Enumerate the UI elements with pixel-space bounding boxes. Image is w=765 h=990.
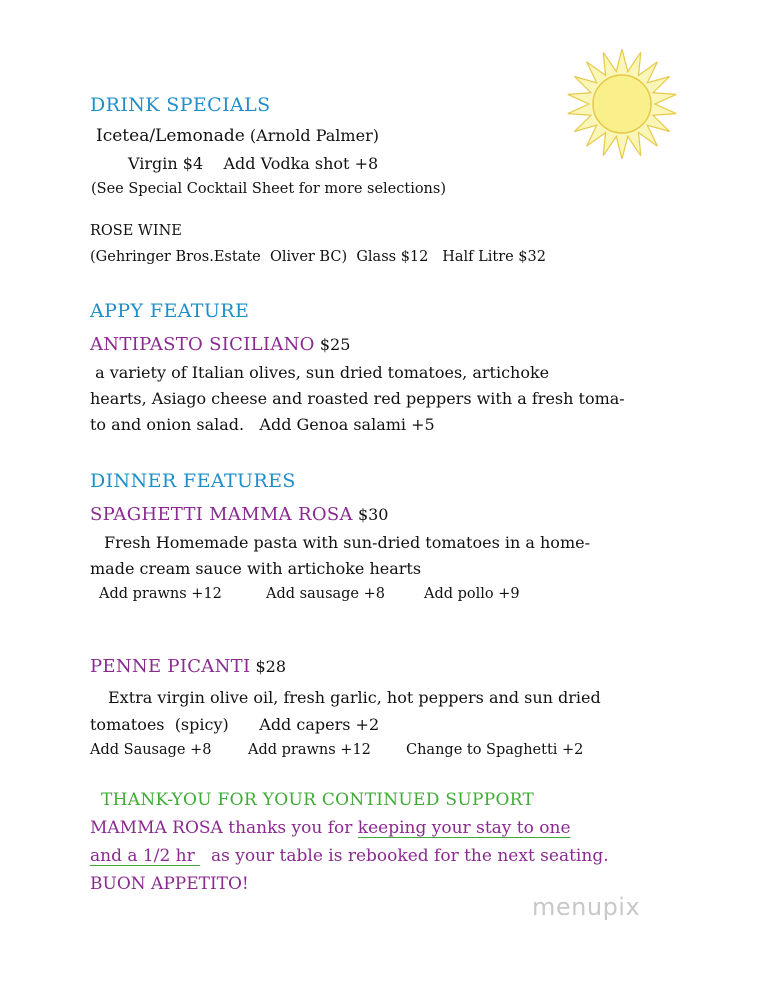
penne-name: PENNE PICANTI (90, 656, 251, 677)
antipasto-desc-line3: to and onion salad. Add Genoa salami +5 (90, 415, 435, 434)
spaghetti-addon-2: Add sausage +8 (266, 586, 386, 602)
icetea-note: (Arnold Palmer) (249, 126, 379, 145)
icetea-line (96, 126, 379, 146)
sun-icon (566, 48, 678, 160)
buon-appetito: BUON APPETITO! (90, 874, 249, 894)
spaghetti-addon-3: Add pollo +9 (424, 586, 520, 602)
closing-line-2 (90, 846, 609, 866)
penne-desc-line2: tomatoes (spicy) Add capers +2 (90, 715, 380, 734)
spaghetti-desc-line2: made cream sauce with artichoke hearts (90, 559, 422, 578)
spaghetti-price: $30 (357, 505, 389, 524)
antipasto-price: $25 (319, 335, 351, 354)
rose-wine-heading: ROSE WINE (90, 223, 182, 239)
thank-you-heading: THANK-YOU FOR YOUR CONTINUED SUPPORT (101, 790, 535, 810)
spaghetti-addon-1: Add prawns +12 (99, 586, 222, 602)
drink-specials-heading: DRINK SPECIALS (90, 94, 271, 116)
menupix-watermark: menupix (532, 893, 641, 921)
spaghetti-title (90, 504, 388, 525)
dinner-features-heading: DINNER FEATURES (90, 470, 296, 492)
antipasto-title (90, 334, 350, 355)
penne-price: $28 (255, 657, 287, 676)
closing-line-1 (90, 818, 571, 838)
closing-line-2b: as your table is rebooked for the next seating. (200, 846, 609, 866)
penne-title (90, 656, 286, 677)
closing-line-1a: MAMMA ROSA thanks you for (90, 818, 358, 838)
closing-line-1b: keeping your stay to one (357, 818, 571, 838)
antipasto-desc-line2: hearts, Asiago cheese and roasted red peppers with a fresh toma- (90, 389, 625, 408)
antipasto-desc-line1: a variety of Italian olives, sun dried tomatoes, artichoke (90, 363, 550, 382)
appy-feature-heading: APPY FEATURE (90, 300, 250, 322)
closing-line-2a: and a 1/2 hr (90, 846, 201, 866)
penne-addon-3: Change to Spaghetti +2 (406, 742, 584, 758)
penne-desc-line1: Extra virgin olive oil, fresh garlic, hot peppers and sun dried (108, 688, 601, 707)
cocktail-note: (See Special Cocktail Sheet for more selections) (91, 181, 446, 197)
icetea-name: Icetea/Lemonade (96, 126, 245, 146)
penne-addon-2: Add prawns +12 (248, 742, 371, 758)
icetea-options: Virgin $4 Add Vodka shot +8 (128, 154, 379, 173)
antipasto-name: ANTIPASTO SICILIANO (90, 334, 315, 355)
penne-addon-1: Add Sausage +8 (90, 742, 212, 758)
spaghetti-desc-line1: Fresh Homemade pasta with sun-dried tomatoes in a home- (104, 533, 590, 552)
spaghetti-name: SPAGHETTI MAMMA ROSA (90, 504, 353, 525)
rose-wine-detail: (Gehringer Bros.Estate Oliver BC) Glass $12 Half Litre $32 (90, 249, 546, 265)
